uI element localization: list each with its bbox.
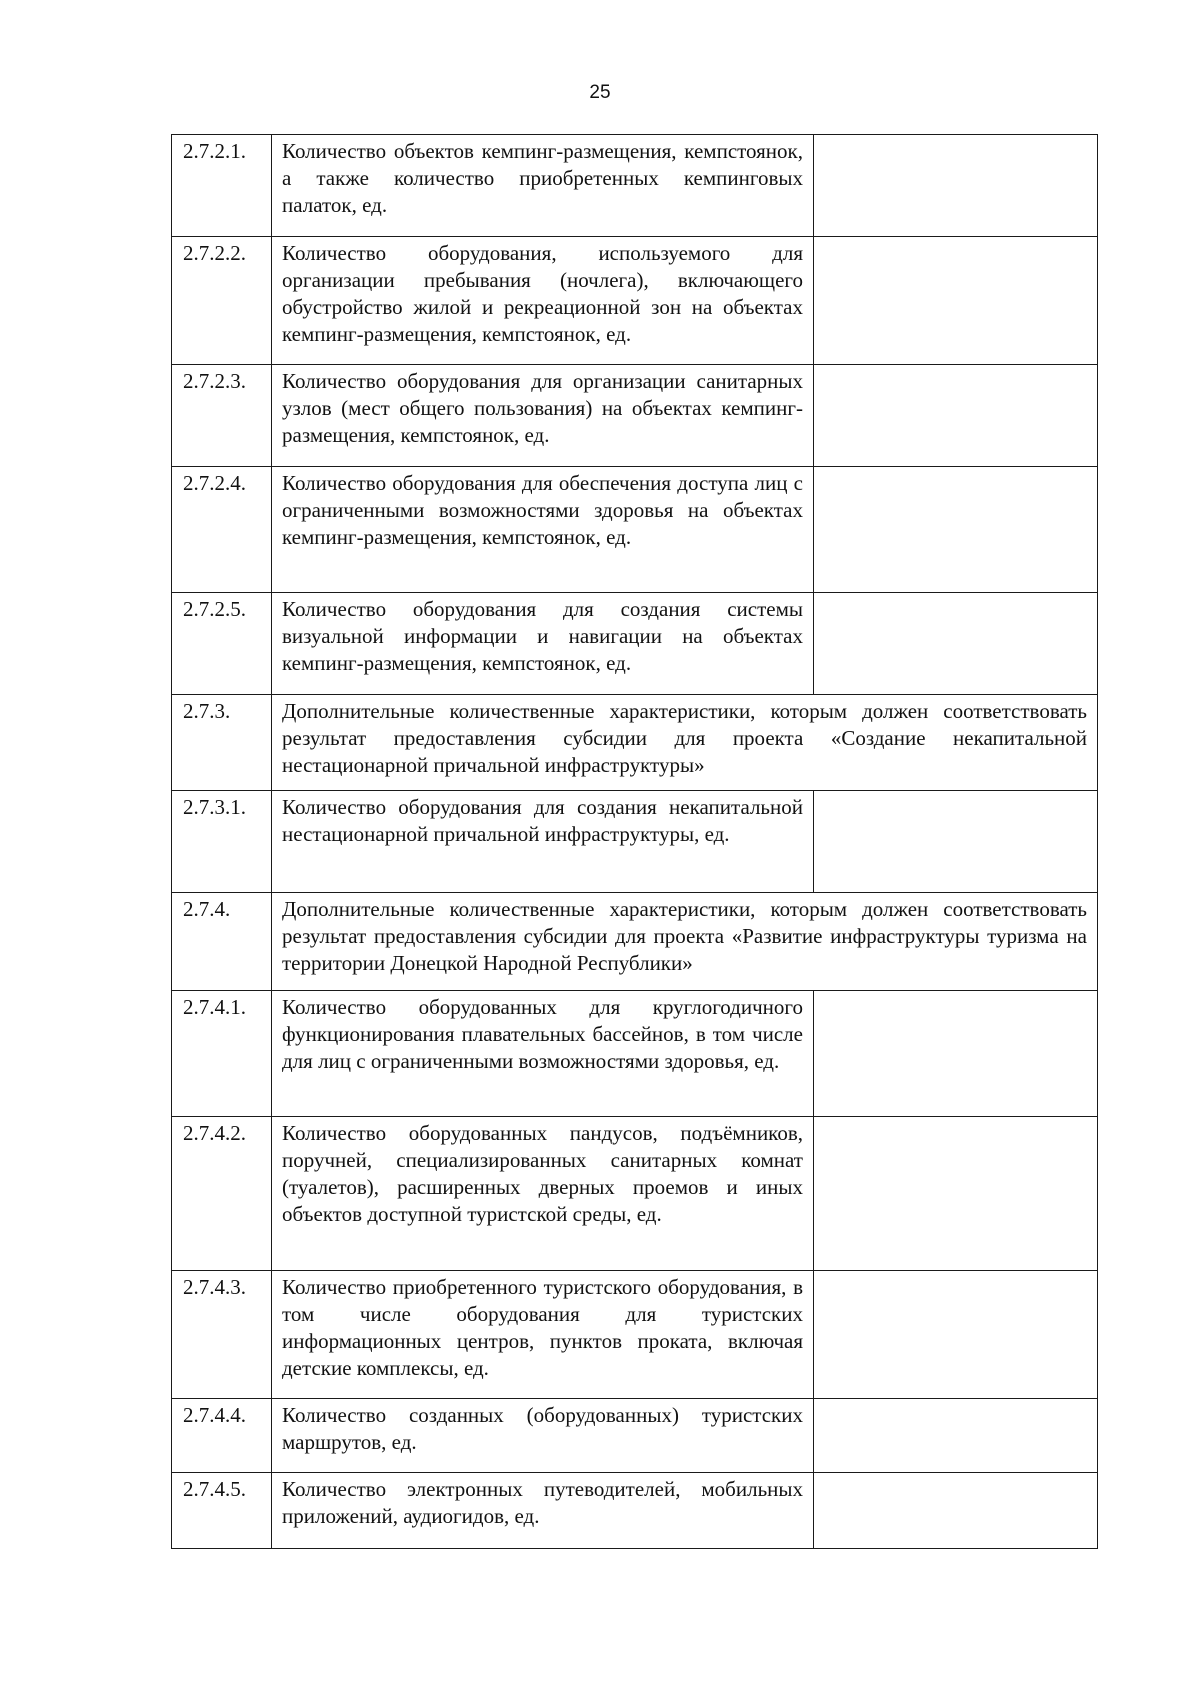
table-row — [172, 1271, 1098, 1399]
row-description: Количество оборудования для обеспечения доступа лиц с ограниченными возможностями здоровья на объектах кемпинг-размещения, кемпстоянок, ед. — [272, 467, 814, 593]
row-value-cell[interactable] — [814, 237, 1098, 365]
section-row — [172, 695, 1098, 791]
page-number: 25 — [589, 82, 611, 103]
row-number: 2.7.2.2. — [172, 237, 272, 365]
table-row — [172, 1117, 1098, 1271]
row-number: 2.7.4.4. — [172, 1399, 272, 1473]
table-row — [172, 135, 1098, 237]
table-row — [172, 991, 1098, 1117]
row-number: 2.7.4.1. — [172, 991, 272, 1117]
row-number: 2.7.4.2. — [172, 1117, 272, 1271]
row-value-cell[interactable] — [814, 365, 1098, 467]
row-value-cell[interactable] — [814, 1117, 1098, 1271]
table-row — [172, 1473, 1098, 1549]
table-row — [172, 237, 1098, 365]
row-description: Количество оборудования для организации санитарных узлов (мест общего пользования) на объектах кемпинг-размещения, кемпстоянок, ед. — [272, 365, 814, 467]
row-description: Количество оборудованных для круглогодичного функционирования плавательных бассейнов, в том числе для лиц с ограниченными возможностями здоровья, ед. — [272, 991, 814, 1117]
row-description: Количество электронных путеводителей, мобильных приложений, аудиогидов, ед. — [272, 1473, 814, 1549]
table-row — [172, 365, 1098, 467]
row-description: Количество объектов кемпинг-размещения, кемпстоянок, а также количество приобретенных кемпинговых палаток, ед. — [272, 135, 814, 237]
row-value-cell[interactable] — [814, 991, 1098, 1117]
row-description: Количество созданных (оборудованных) туристских маршрутов, ед. — [272, 1399, 814, 1473]
row-number: 2.7.2.3. — [172, 365, 272, 467]
row-number: 2.7.2.4. — [172, 467, 272, 593]
table-row — [172, 1399, 1098, 1473]
table-row — [172, 467, 1098, 593]
row-value-cell[interactable] — [814, 1271, 1098, 1399]
row-number: 2.7.2.1. — [172, 135, 272, 237]
row-number: 2.7.4.5. — [172, 1473, 272, 1549]
row-description: Количество оборудованных пандусов, подъёмников, поручней, специализированных санитарных комнат (туалетов), расширенных дверных проемов и иных объектов доступной туристской среды, ед. — [272, 1117, 814, 1271]
row-number: 2.7.4.3. — [172, 1271, 272, 1399]
row-value-cell[interactable] — [814, 135, 1098, 237]
row-number: 2.7.3.1. — [172, 791, 272, 893]
row-description: Количество оборудования для создания некапитальной нестационарной причальной инфраструктуры, ед. — [272, 791, 814, 893]
row-value-cell[interactable] — [814, 1399, 1098, 1473]
row-value-cell[interactable] — [814, 791, 1098, 893]
row-value-cell[interactable] — [814, 467, 1098, 593]
section-number: 2.7.4. — [172, 893, 272, 991]
row-description: Количество оборудования для создания системы визуальной информации и навигации на объектах кемпинг-размещения, кемпстоянок, ед. — [272, 593, 814, 695]
row-description: Количество оборудования, используемого для организации пребывания (ночлега), включающего обустройство жилой и рекреационной зон на объектах кемпинг-размещения, кемпстоянок, ед. — [272, 237, 814, 365]
row-value-cell[interactable] — [814, 1473, 1098, 1549]
indicators-table — [171, 134, 1098, 1549]
row-description: Количество приобретенного туристского оборудования, в том числе оборудования для туристских информационных центров, пунктов проката, включая детские комплексы, ед. — [272, 1271, 814, 1399]
section-row — [172, 893, 1098, 991]
table-row — [172, 791, 1098, 893]
section-description: Дополнительные количественные характеристики, которым должен соответствовать результат предоставления субсидии для проекта «Развитие инфраструктуры туризма на территории Донецкой Народной Республики» — [272, 893, 1098, 991]
table-row — [172, 593, 1098, 695]
row-value-cell[interactable] — [814, 593, 1098, 695]
section-number: 2.7.3. — [172, 695, 272, 791]
row-number: 2.7.2.5. — [172, 593, 272, 695]
section-description: Дополнительные количественные характеристики, которым должен соответствовать результат предоставления субсидии для проекта «Создание некапитальной нестационарной причальной инфраструктуры» — [272, 695, 1098, 791]
